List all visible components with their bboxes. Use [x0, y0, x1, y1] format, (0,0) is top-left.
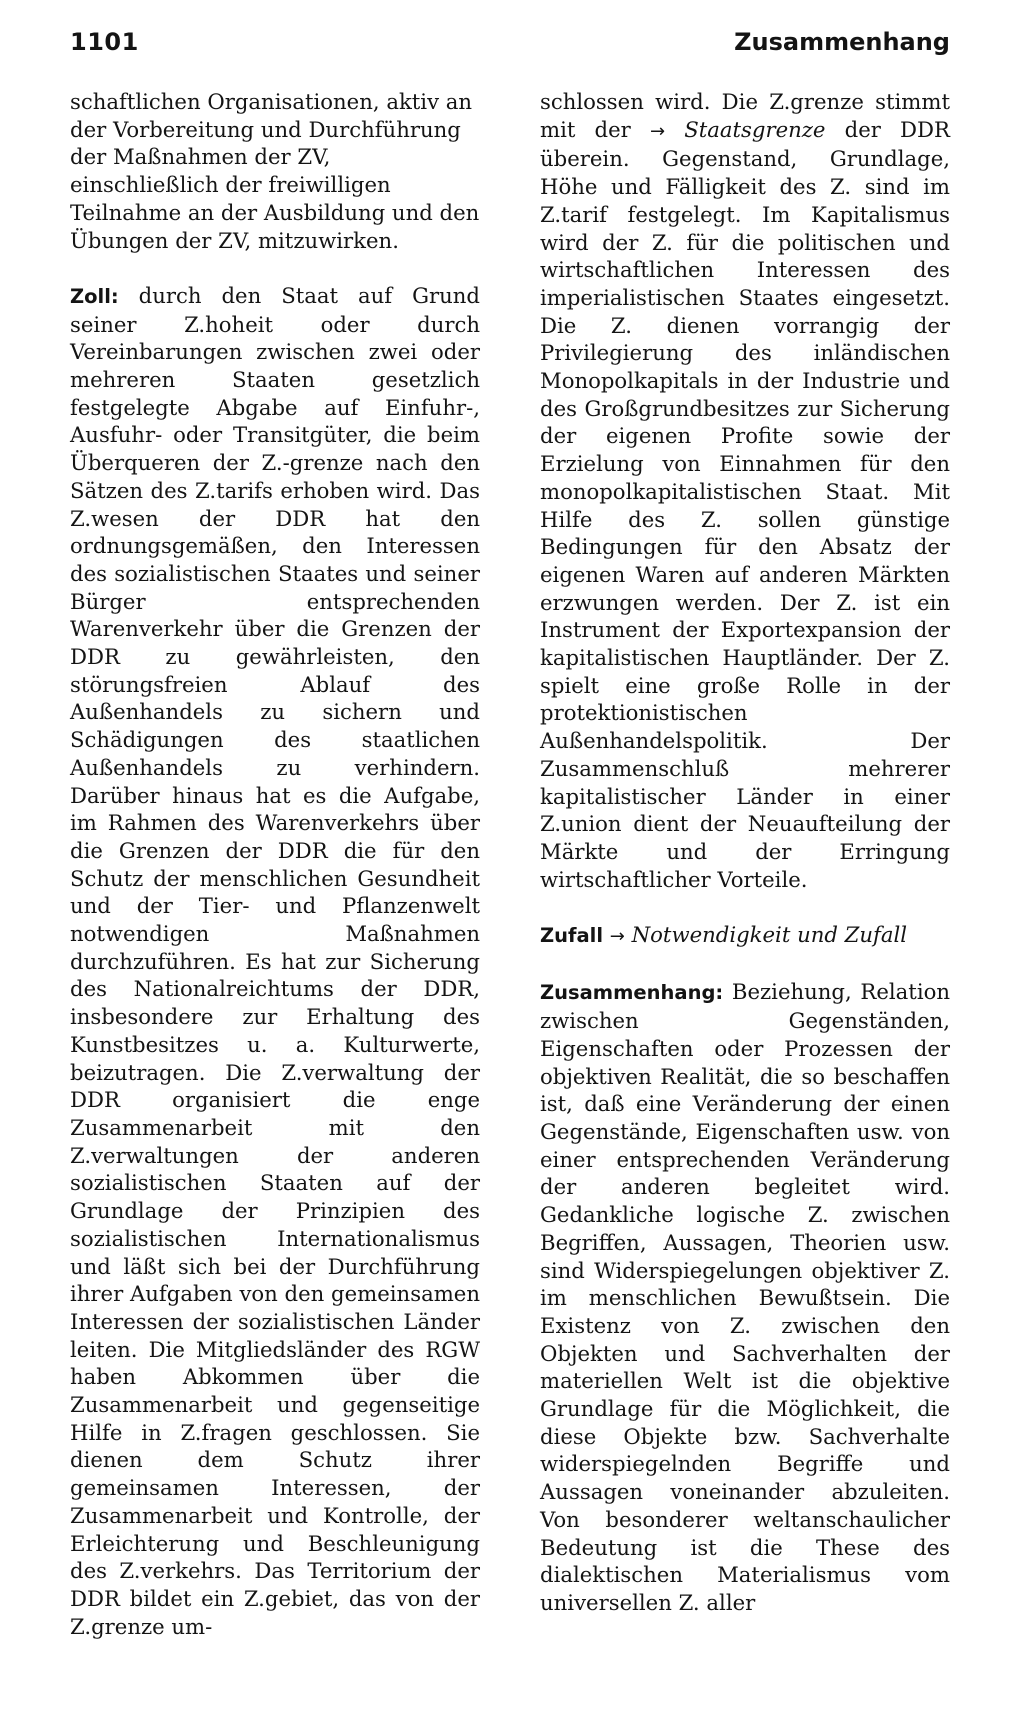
entry-zoll: [70, 282, 480, 1640]
cross-reference-notwendigkeit-und-zufall[interactable]: Notwendigkeit und Zufall: [631, 922, 908, 948]
entry-text: schlossen wird. Die Z.grenze stimmt mit der: [540, 89, 950, 142]
entry-text: schaftlichen Organisationen, aktiv an der Vorbereitung und Durchführung der Maßnahmen der ZV, einschließlich der freiwilligen Teilnahme an der Ausbildung und den Übungen der ZV, mitzuwirken.: [70, 89, 480, 253]
entry-text: Beziehung, Relation zwischen Gegenständen, Eigenschaften oder Prozessen der objektiven Realität, die so beschaffen ist, daß eine Veränderung der einen Gegenstände, Eigenschaften usw. von einer entsprechenden Veränderung der anderen begleitet wird. Gedankliche logische Z. zwischen Begriffen, Aussagen, Theorien usw. sind Widerspiegelungen objektiver Z. im menschlichen Bewußtsein. Die Existenz von Z. zwischen den Objekten und Sachverhalten der materiellen Welt ist die objektive Grundlage für die Möglichkeit, die diese Objekte bzw. Sachverhalte widerspiegelnden Begriffe und Aussagen voneinander abzuleiten. Von besonderer weltanschaulicher Bedeutung ist die These des dialektischen Materialismus vom universellen Z. aller: [540, 979, 950, 1615]
entry-headword: Zoll:: [70, 284, 119, 308]
page-number: 1101: [70, 28, 139, 56]
entry-text: durch den Staat auf Grund seiner Z.hoheit oder durch Vereinbarungen zwischen zwei oder mehreren Staaten gesetzlich festgelegte Abgabe auf Einfuhr-, Ausfuhr- oder Transitgüter, die beim Überqueren der Z.-grenze nach den Sätzen des Z.tarifs erhoben wird. Das Z.wesen der DDR hat den ordnungsgemäßen, den Interessen des sozialistischen Staates und seiner Bürger entsprechenden Warenverkehr über die Grenzen der DDR zu gewährleisten, den störungsfreien Ablauf des Außenhandels zu sichern und Schädigungen des staatlichen Außenhandels zu verhindern. Darüber hinaus hat es die Aufgabe, im Rahmen des Warenverkehrs über die Grenzen der DDR die für den Schutz der menschlichen Gesundheit und der Tier- und Pflanzenwelt notwendigen Maßnahmen durchzuführen. Es hat zur Sicherung des Nationalreichtums der DDR, insbesondere zur Erhaltung des Kunstbesitzes u. a. Kulturwerte, beizutragen. Die Z.verwaltung der DDR organisiert die enge Zusammenarbeit mit den Z.verwaltungen der anderen sozialistischen Staaten auf der Grundlage der Prinzipien des sozialistischen Internationalismus und läßt sich bei der Durchführung ihrer Aufgaben von den gemeinsamen Interessen der sozialistischen Länder leiten. Die Mitgliedsländer des RGW haben Abkommen über die Zusammenarbeit und gegenseitige Hilfe in Z.fragen geschlossen. Sie dienen dem Schutz ihrer gemeinsamen Interessen, der Zusammenarbeit und Kontrolle, der Erleichterung und Beschleunigung des Z.verkehrs. Das Territorium der DDR bildet ein Z.gebiet, das von der Z.grenze um-: [70, 282, 480, 1639]
continued-entry-text: [70, 88, 480, 254]
entry-headword: Zufall: [540, 924, 604, 948]
running-head: Zusammenhang: [734, 28, 950, 56]
continued-entry-zoll: [540, 88, 950, 893]
entry-zusammenhang: [540, 978, 950, 1616]
cross-reference-arrow-icon: →: [609, 926, 625, 948]
entry-text: der DDR überein. Gegenstand, Grundlage, Höhe und Fälligkeit des Z. sind im Z.tarif festgelegt. Im Kapitalismus wird der Z. für die politischen und wirtschaftlichen Interessen des imperialistischen Staates eingesetzt. Die Z. dienen vorrangig der Privilegierung des inländischen Monopolkapitals in der Industrie und des Großgrundbesitzes zur Sicherung der eigenen Profite sowie der Erzielung von Einnahmen für den monopolkapitalistischen Staat. Mit Hilfe des Z. sollen günstige Bedingungen für den Absatz der eigenen Waren auf anderen Märkten erzwungen werden. Der Z. ist ein Instrument der Exportexpansion der kapitalistischen Hauptländer. Der Z. spielt eine große Rolle in der protektionistischen Außenhandelspolitik. Der Zusammenschluß mehrerer kapitalistischer Länder in einer Z.union dient der Neuaufteilung der Märkte und der Erringung wirtschaftlicher Vorteile.: [540, 116, 950, 892]
entry-headword: Zusammenhang:: [540, 981, 724, 1005]
entry-zufall: [540, 921, 950, 951]
page-header: [70, 28, 950, 68]
cross-reference-staatsgrenze[interactable]: Staatsgrenze: [684, 116, 826, 142]
right-column: [540, 88, 950, 1617]
cross-reference-arrow-icon: →: [649, 120, 666, 142]
left-column: [70, 88, 480, 1640]
